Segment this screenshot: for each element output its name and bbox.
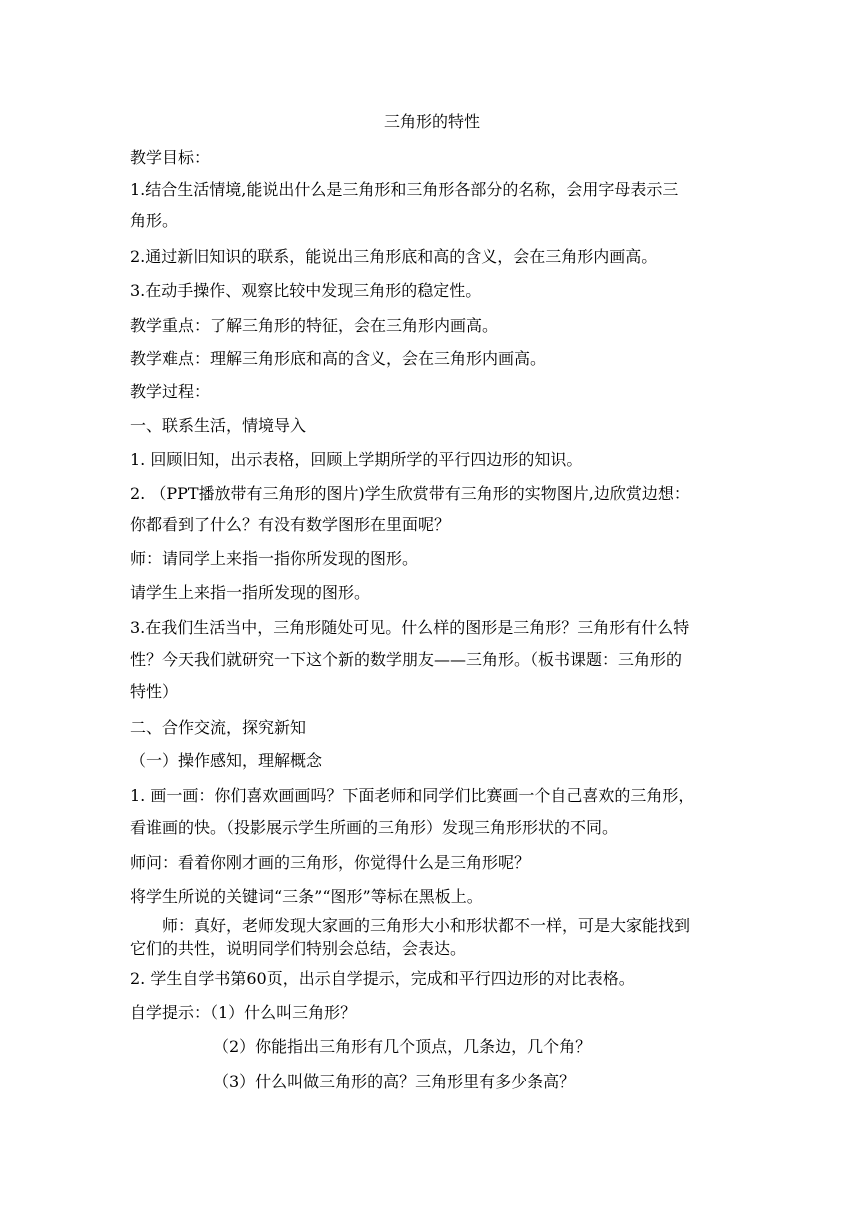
- paragraph-line: 3.在我们生活当中，三角形随处可见。什么样的图形是三角形？三角形有什么特: [130, 618, 690, 637]
- paragraph-line: 教学过程：: [130, 382, 211, 401]
- paragraph-line: 自学提示：（1）什么叫三角形？: [130, 1003, 357, 1022]
- subsection-heading: （一）操作感知，理解概念: [130, 751, 323, 770]
- section-heading: 二、合作交流，探究新知: [130, 718, 307, 737]
- paragraph-line: 1. 画一画：你们喜欢画画吗？下面老师和同学们比赛画一个自己喜欢的三角形，: [130, 786, 695, 805]
- paragraph-line: 教学难点：理解三角形底和高的含义，会在三角形内画高。: [130, 349, 547, 368]
- paragraph-line: 师：真好，老师发现大家画的三角形大小和形状都不一样，可是大家能找到: [162, 916, 691, 935]
- hint-line: （3）什么叫做三角形的高？三角形里有多少条高？: [213, 1072, 576, 1091]
- paragraph-line: 1. 回顾旧知，出示表格，回顾上学期所学的平行四边形的知识。: [130, 450, 583, 469]
- hint-line: （2）你能指出三角形有几个顶点，几条边，几个角？: [213, 1037, 592, 1056]
- paragraph-line: 看谁画的快。（投影展示学生所画的三角形）发现三角形形状的不同。: [130, 818, 619, 837]
- paragraph-line: 性？今天我们就研究一下这个新的数学朋友——三角形。（板书课题：三角形的: [130, 650, 683, 669]
- paragraph-line: 请学生上来指一指所发现的图形。: [130, 583, 371, 602]
- paragraph-line: 特性）: [130, 682, 179, 701]
- title-text: 三角形的特性: [383, 112, 480, 131]
- paragraph-line: 3.在动手操作、观察比较中发现三角形的稳定性。: [130, 281, 482, 300]
- document-title: [0, 114, 860, 130]
- paragraph-line: 1.结合生活情境,能说出什么是三角形和三角形各部分的名称，会用字母表示三: [130, 180, 679, 199]
- paragraph-line: 教学目标：: [130, 148, 211, 167]
- paragraph-line: 将学生所说的关键词“三条”“图形”等标在黑板上。: [130, 887, 483, 906]
- paragraph-line: 角形。: [130, 211, 179, 230]
- paragraph-line: 师问：看着你刚才画的三角形，你觉得什么是三角形呢？: [130, 853, 531, 872]
- paragraph-line: 你都看到了什么？有没有数学图形在里面呢？: [130, 515, 451, 534]
- section-heading: 一、联系生活，情境导入: [130, 416, 307, 435]
- paragraph-line: 2. （PPT播放带有三角形的图片)学生欣赏带有三角形的实物图片,边欣赏边想：: [130, 484, 690, 503]
- paragraph-line: 师：请同学上来指一指你所发现的图形。: [130, 549, 419, 568]
- paragraph-line: 教学重点：了解三角形的特征，会在三角形内画高。: [130, 316, 499, 335]
- paragraph-line: 2.通过新旧知识的联系，能说出三角形底和高的含义，会在三角形内画高。: [130, 247, 658, 266]
- paragraph-line: 2. 学生自学书第60页，出示自学提示，完成和平行四边形的对比表格。: [130, 969, 635, 988]
- paragraph-line: 它们的共性，说明同学们特别会总结，会表达。: [130, 939, 467, 958]
